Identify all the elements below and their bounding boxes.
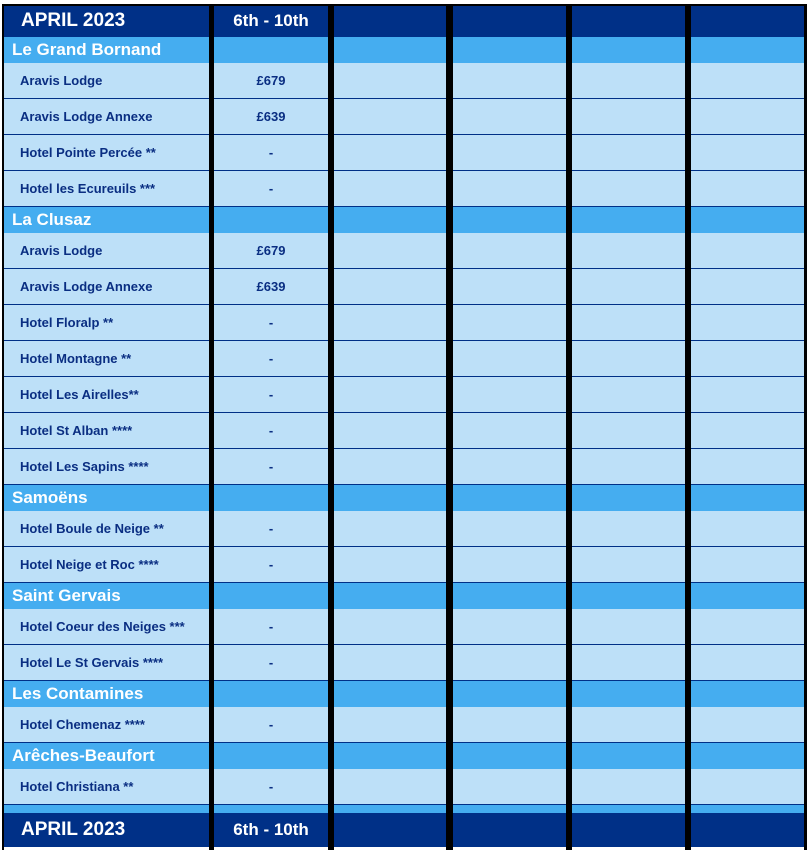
hotel-row-empty-cell	[572, 609, 685, 645]
hotel-row-empty-cell	[572, 377, 685, 413]
hotel-row-empty-cell	[572, 269, 685, 305]
hotel-row-empty-cell	[691, 171, 804, 207]
region-row-empty-cell	[334, 207, 446, 233]
hotel-row-value: £639	[214, 269, 328, 305]
hotel-row-empty-cell	[453, 63, 566, 99]
hotel-row-empty-cell	[334, 305, 446, 341]
hotel-row-empty-cell	[691, 341, 804, 377]
hotel-row-empty-cell	[572, 511, 685, 547]
region-strip	[572, 805, 685, 813]
hotel-row-label: Hotel Coeur des Neiges ***	[4, 609, 209, 645]
region-row-empty-cell	[691, 743, 804, 769]
region-row-empty-cell	[572, 207, 685, 233]
hotel-row-empty-cell	[453, 645, 566, 681]
hotel-row-empty-cell	[334, 233, 446, 269]
region-row-empty-cell	[453, 681, 566, 707]
hotel-row-empty-cell	[453, 511, 566, 547]
region-row-label: Le Grand Bornand	[4, 37, 209, 63]
hotel-row-empty-cell	[572, 547, 685, 583]
hotel-row-label: Hotel Boule de Neige **	[4, 511, 209, 547]
hotel-row-empty-cell	[572, 233, 685, 269]
region-row-label: Arêches-Beaufort	[4, 743, 209, 769]
region-row-label: Samoëns	[4, 485, 209, 511]
region-row-value	[214, 485, 328, 511]
top-border	[2, 4, 807, 6]
header-empty-cell	[572, 5, 685, 37]
hotel-row-label: Hotel Le St Gervais ****	[4, 645, 209, 681]
header-empty-cell	[334, 5, 446, 37]
region-strip	[334, 805, 446, 813]
footer-empty-cell	[453, 813, 566, 847]
region-row-empty-cell	[453, 207, 566, 233]
hotel-row-empty-cell	[334, 341, 446, 377]
hotel-row-empty-cell	[334, 135, 446, 171]
hotel-row-empty-cell	[453, 99, 566, 135]
hotel-row-label: Hotel Chemenaz ****	[4, 707, 209, 743]
region-row-label: Les Contamines	[4, 681, 209, 707]
hotel-row-empty-cell	[453, 769, 566, 805]
hotel-row-empty-cell	[572, 63, 685, 99]
hotel-row-label: Hotel Les Airelles**	[4, 377, 209, 413]
header-label: APRIL 2023	[4, 5, 209, 37]
region-row-empty-cell	[453, 485, 566, 511]
region-row-label: Saint Gervais	[4, 583, 209, 609]
hotel-row-empty-cell	[572, 645, 685, 681]
region-row-empty-cell	[453, 37, 566, 63]
hotel-row-empty-cell	[691, 63, 804, 99]
hotel-row-label: Hotel Pointe Percée **	[4, 135, 209, 171]
region-row-value	[214, 37, 328, 63]
region-row-empty-cell	[572, 583, 685, 609]
footer-value: 6th - 10th	[214, 813, 328, 847]
region-row-empty-cell	[691, 681, 804, 707]
region-row-empty-cell	[691, 485, 804, 511]
hotel-row-label: Aravis Lodge Annexe	[4, 269, 209, 305]
region-row-empty-cell	[572, 681, 685, 707]
hotel-row-label: Hotel Floralp **	[4, 305, 209, 341]
hotel-row-empty-cell	[334, 63, 446, 99]
hotel-row-empty-cell	[572, 135, 685, 171]
hotel-row-empty-cell	[572, 769, 685, 805]
region-strip	[453, 805, 566, 813]
hotel-row-value: -	[214, 645, 328, 681]
column-divider	[446, 5, 453, 850]
hotel-row-empty-cell	[453, 707, 566, 743]
region-row-empty-cell	[691, 583, 804, 609]
region-row-value	[214, 681, 328, 707]
region-row-value	[214, 583, 328, 609]
hotel-row-empty-cell	[453, 377, 566, 413]
hotel-row-empty-cell	[572, 707, 685, 743]
hotel-row-empty-cell	[453, 233, 566, 269]
hotel-row-empty-cell	[691, 511, 804, 547]
hotel-row-value: -	[214, 511, 328, 547]
footer-empty-cell	[572, 813, 685, 847]
region-row-empty-cell	[334, 485, 446, 511]
hotel-row-value: -	[214, 547, 328, 583]
hotel-row-empty-cell	[334, 171, 446, 207]
hotel-row-empty-cell	[691, 135, 804, 171]
hotel-row-empty-cell	[691, 609, 804, 645]
hotel-row-empty-cell	[453, 413, 566, 449]
hotel-row-label: Hotel Christiana **	[4, 769, 209, 805]
hotel-row-empty-cell	[691, 233, 804, 269]
hotel-row-empty-cell	[453, 269, 566, 305]
region-row-label: La Clusaz	[4, 207, 209, 233]
hotel-row-value: £679	[214, 63, 328, 99]
hotel-row-value: -	[214, 413, 328, 449]
region-row-empty-cell	[453, 583, 566, 609]
hotel-row-value: £679	[214, 233, 328, 269]
hotel-row-value: -	[214, 377, 328, 413]
hotel-row-empty-cell	[334, 511, 446, 547]
header-empty-cell	[453, 5, 566, 37]
hotel-row-value: -	[214, 171, 328, 207]
hotel-row-empty-cell	[453, 135, 566, 171]
hotel-row-empty-cell	[691, 449, 804, 485]
region-strip	[214, 805, 328, 813]
hotel-row-empty-cell	[334, 377, 446, 413]
region-row-empty-cell	[453, 743, 566, 769]
hotel-row-empty-cell	[572, 171, 685, 207]
hotel-row-empty-cell	[572, 305, 685, 341]
hotel-row-empty-cell	[691, 305, 804, 341]
hotel-row-empty-cell	[691, 707, 804, 743]
hotel-row-value: -	[214, 707, 328, 743]
column-divider	[209, 5, 214, 850]
hotel-row-empty-cell	[691, 99, 804, 135]
column-divider	[566, 5, 572, 850]
hotel-row-empty-cell	[453, 171, 566, 207]
header-empty-cell	[691, 5, 804, 37]
hotel-row-empty-cell	[334, 99, 446, 135]
region-strip	[4, 805, 209, 813]
hotel-row-empty-cell	[334, 269, 446, 305]
hotel-row-empty-cell	[691, 377, 804, 413]
hotel-row-empty-cell	[453, 609, 566, 645]
hotel-row-label: Aravis Lodge Annexe	[4, 99, 209, 135]
hotel-row-label: Hotel Les Sapins ****	[4, 449, 209, 485]
hotel-row-empty-cell	[572, 341, 685, 377]
region-row-value	[214, 207, 328, 233]
hotel-row-empty-cell	[572, 99, 685, 135]
hotel-row-label: Hotel les Ecureuils ***	[4, 171, 209, 207]
column-divider	[328, 5, 334, 850]
hotel-row-empty-cell	[334, 449, 446, 485]
region-row-empty-cell	[691, 207, 804, 233]
region-row-empty-cell	[572, 37, 685, 63]
hotel-row-label: Hotel Montagne **	[4, 341, 209, 377]
region-row-empty-cell	[334, 681, 446, 707]
hotel-row-label: Hotel St Alban ****	[4, 413, 209, 449]
hotel-row-empty-cell	[453, 341, 566, 377]
region-row-empty-cell	[334, 37, 446, 63]
hotel-row-empty-cell	[572, 413, 685, 449]
hotel-row-empty-cell	[334, 609, 446, 645]
region-row-empty-cell	[572, 743, 685, 769]
region-row-empty-cell	[334, 743, 446, 769]
hotel-row-empty-cell	[334, 645, 446, 681]
region-row-empty-cell	[334, 583, 446, 609]
hotel-row-empty-cell	[334, 547, 446, 583]
hotel-row-value: £639	[214, 99, 328, 135]
footer-empty-cell	[691, 813, 804, 847]
hotel-row-empty-cell	[691, 547, 804, 583]
region-strip	[691, 805, 804, 813]
hotel-row-empty-cell	[691, 269, 804, 305]
hotel-row-label: Aravis Lodge	[4, 233, 209, 269]
hotel-row-label: Aravis Lodge	[4, 63, 209, 99]
hotel-row-label: Hotel Neige et Roc ****	[4, 547, 209, 583]
hotel-row-empty-cell	[334, 769, 446, 805]
footer-label: APRIL 2023	[4, 813, 209, 847]
region-row-value	[214, 743, 328, 769]
hotel-row-value: -	[214, 135, 328, 171]
hotel-row-value: -	[214, 341, 328, 377]
header-value: 6th - 10th	[214, 5, 328, 37]
hotel-row-value: -	[214, 769, 328, 805]
hotel-row-empty-cell	[453, 547, 566, 583]
region-row-empty-cell	[691, 37, 804, 63]
hotel-row-value: -	[214, 305, 328, 341]
hotel-row-empty-cell	[691, 413, 804, 449]
hotel-row-value: -	[214, 609, 328, 645]
column-divider	[2, 5, 4, 850]
region-row-empty-cell	[572, 485, 685, 511]
hotel-row-empty-cell	[453, 305, 566, 341]
hotel-row-empty-cell	[334, 707, 446, 743]
hotel-row-empty-cell	[572, 449, 685, 485]
hotel-row-empty-cell	[691, 645, 804, 681]
hotel-row-value: -	[214, 449, 328, 485]
footer-empty-cell	[334, 813, 446, 847]
hotel-row-empty-cell	[334, 413, 446, 449]
hotel-row-empty-cell	[453, 449, 566, 485]
column-divider	[804, 5, 807, 850]
column-divider	[685, 5, 691, 850]
hotel-row-empty-cell	[691, 769, 804, 805]
